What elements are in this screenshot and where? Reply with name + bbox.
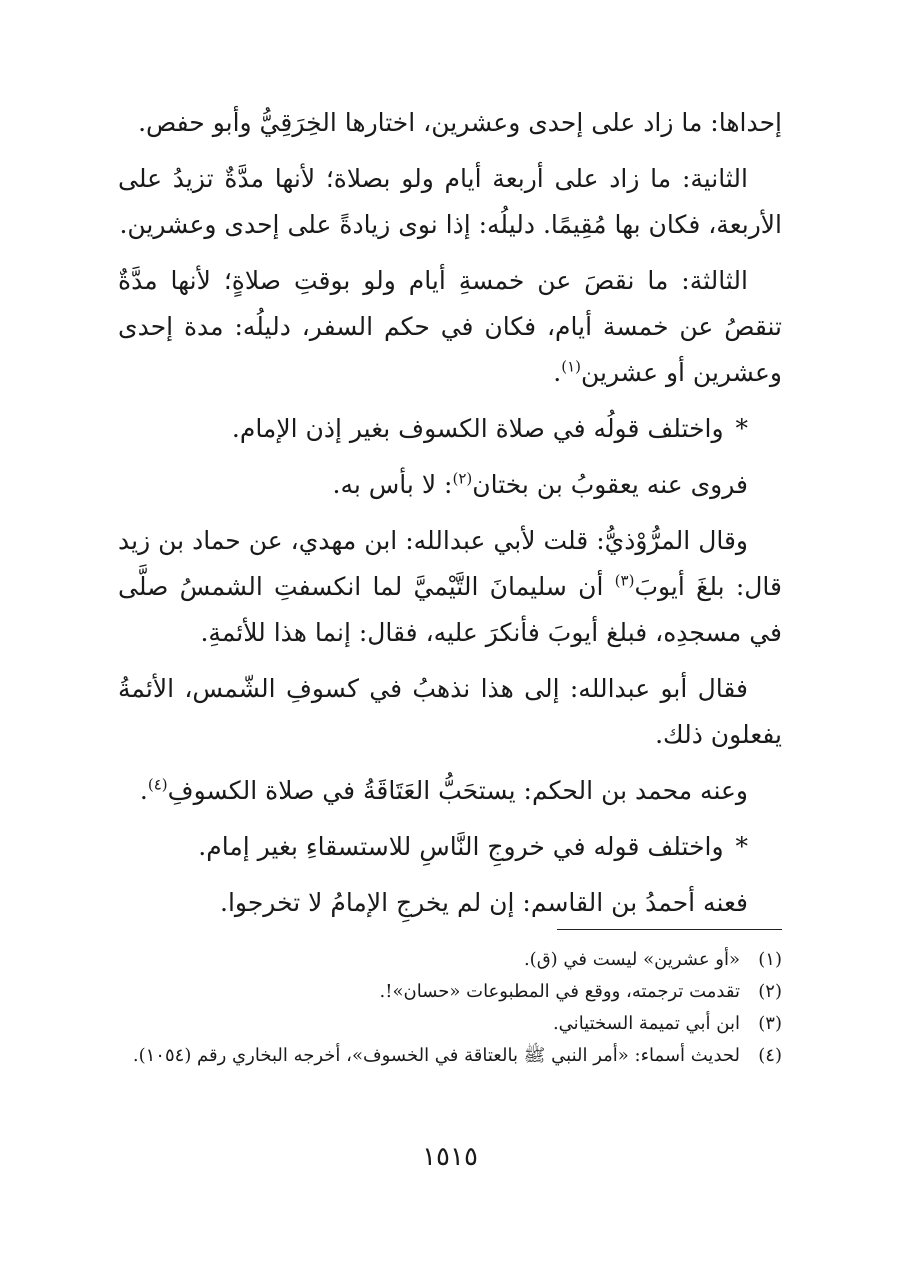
footnote-ref-1[interactable]: (١)	[561, 357, 581, 376]
footnote-ref-2[interactable]: (٢)	[452, 469, 473, 488]
footnote-divider	[557, 929, 782, 930]
footnote-number: (٢)	[758, 981, 782, 1002]
footnote-4	[118, 1040, 782, 1072]
paragraph-10-text: فعنه أحمدُ بن القاسم: إن لم يخرجِ الإمامُ لا تخرجوا.	[220, 888, 748, 917]
paragraph-8-text: وعنه محمد بن الحكم: يستحَبُّ العَتَاقَةُ في صلاة الكسوفِ	[167, 776, 748, 805]
paragraph-1	[118, 100, 782, 146]
paragraph-8-end: .	[139, 776, 148, 805]
paragraph-2	[118, 156, 782, 248]
paragraph-3-text: الثالثة: ما نقصَ عن خمسةِ أيام ولو بوقتِ صلاةٍ؛ لأنها مدَّةٌ تنقصُ عن خمسة أيام، فكان في حكم السفر، دليلُه: مدة إحدى وعشرين أو عشرين	[118, 266, 782, 387]
footnote-text: «أو عشرين» ليست في (ق).	[523, 949, 740, 970]
paragraph-4	[118, 406, 782, 452]
footnote-1	[118, 944, 782, 976]
paragraph-1-text: إحداها: ما زاد على إحدى وعشرين، اختارها الخِرَقِيُّ وأبو حفص.	[138, 108, 782, 137]
paragraph-4-text: واختلف قولُه في صلاة الكسوف بغير إذن الإمام.	[231, 414, 724, 443]
paragraph-8	[118, 768, 782, 814]
paragraph-3	[118, 258, 782, 396]
footnote-text: ابن أبي تميمة السختياني.	[552, 1013, 740, 1034]
paragraph-2-text: الثانية: ما زاد على أربعة أيام ولو بصلاة؛ لأنها مدَّةٌ تزيدُ على الأربعة، فكان بها مُقِيمًا. دليلُه: إذا نوى زيادةً على إحدى وعشرين.	[118, 164, 782, 239]
paragraph-9-text: واختلف قوله في خروجِ النَّاسِ للاستسقاءِ بغير إمام.	[198, 832, 724, 861]
footnote-text: لحديث أسماء: «أمر النبي ﷺ بالعتاقة في الخسوف»، أخرجه البخاري رقم (١٠٥٤).	[132, 1045, 740, 1066]
footnotes	[118, 944, 782, 1072]
footnote-3	[118, 1008, 782, 1040]
paragraph-3-end: .	[553, 358, 562, 387]
page-number: ١٥١٥	[422, 1142, 478, 1172]
footnote-ref-4[interactable]: (٤)	[147, 775, 168, 794]
asterisk-icon: *	[735, 414, 748, 443]
footnote-number: (٤)	[758, 1045, 782, 1066]
paragraph-6	[118, 518, 782, 656]
paragraph-5-text: فروى عنه يعقوبُ بن بختان	[472, 470, 748, 499]
footnote-number: (١)	[758, 949, 782, 970]
paragraph-6-text-b: أن سليمانَ التَّيْميَّ لما انكسفتِ الشمسُ صلَّى في مسجدِه، فبلغ أيوبَ فأنكرَ عليه، فقال: إنما هذا للأئمةِ.	[118, 572, 782, 647]
paragraph-9	[118, 824, 782, 870]
footnote-number: (٣)	[758, 1013, 782, 1034]
footnote-text: تقدمت ترجمته، ووقع في المطبوعات «حسان»!.	[379, 981, 740, 1002]
footnote-ref-3[interactable]: (٣)	[614, 571, 635, 590]
asterisk-icon: *	[735, 832, 748, 861]
paragraph-5	[118, 462, 782, 508]
paragraph-7	[118, 666, 782, 758]
footnote-2	[118, 976, 782, 1008]
paragraph-6-text-a: وقال المرُّوْذيُّ: قلت لأبي عبدالله: ابن مهدي، عن حماد بن زيد قال: بلغَ أيوبَ	[118, 526, 782, 601]
paragraph-7-text: فقال أبو عبدالله: إلى هذا نذهبُ في كسوفِ الشّمس، الأئمةُ يفعلون ذلك.	[118, 674, 782, 749]
main-text	[118, 100, 782, 936]
paragraph-10	[118, 880, 782, 926]
paragraph-5-end: : لا بأس به.	[332, 470, 453, 499]
